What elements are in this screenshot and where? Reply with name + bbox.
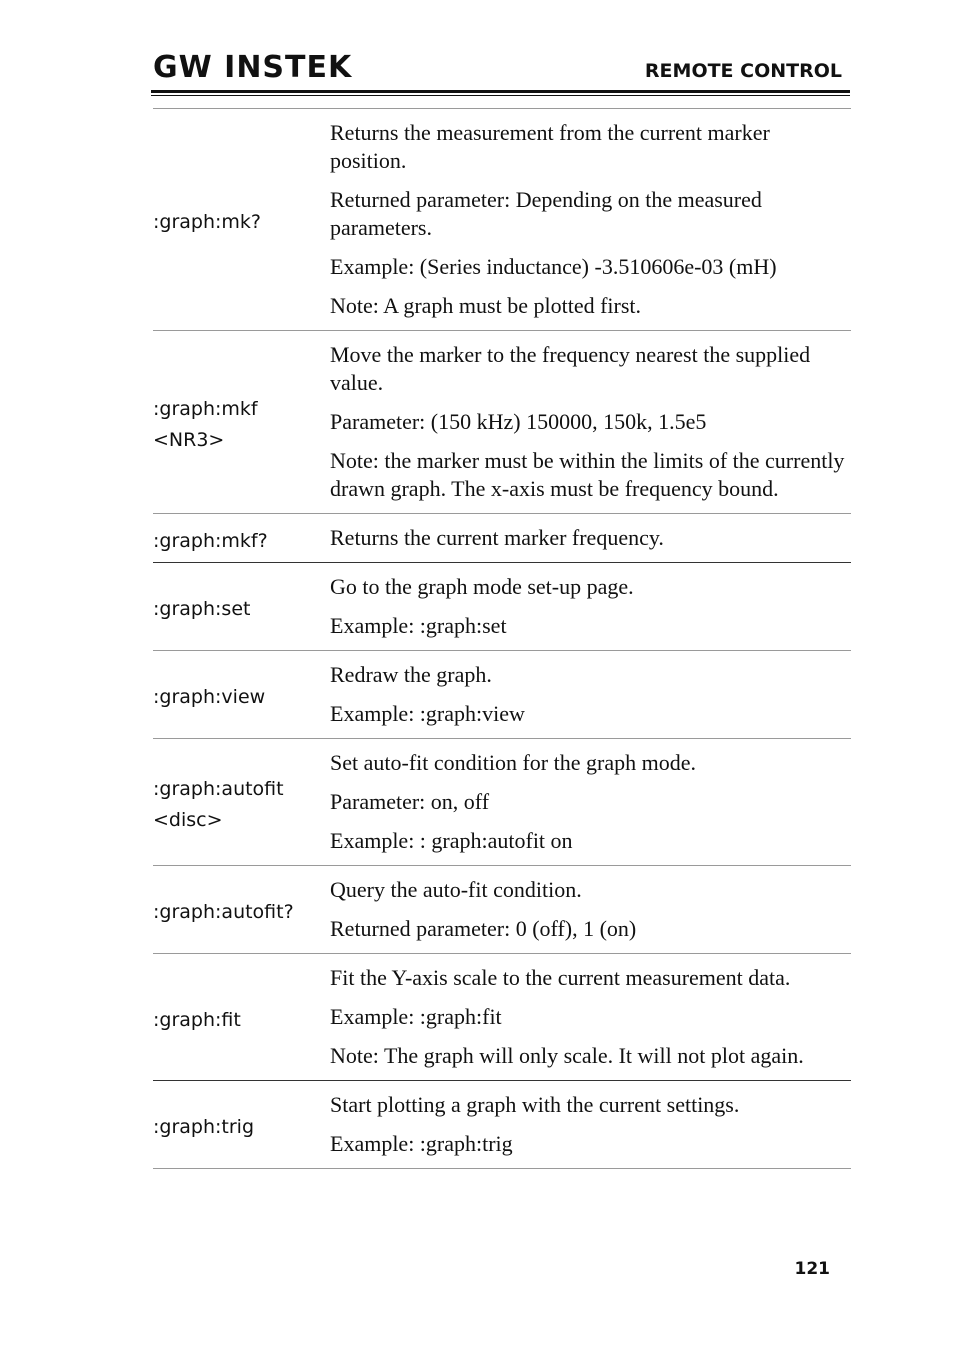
command-description [330, 876, 851, 949]
description-line: Move the marker to the frequency nearest the supplied value. [330, 342, 811, 395]
table-row [153, 866, 851, 954]
command-description [330, 119, 851, 326]
command-name: :graph:autofit? [153, 901, 294, 923]
description-line: Query the auto-fit condition. [330, 877, 582, 902]
table-row [153, 651, 851, 739]
command-name: :graph:fit [153, 1008, 241, 1031]
command-name: :graph:mkf? [153, 529, 268, 552]
command-description [330, 964, 851, 1076]
command-description [330, 341, 851, 509]
description-line: Parameter: on, off [330, 789, 490, 814]
command-description [330, 524, 851, 558]
description-line: Note: The graph will only scale. It will not plot again. [330, 1043, 804, 1068]
command-description [330, 749, 851, 861]
description-line: Returned parameter: 0 (off), 1 (on) [330, 916, 637, 941]
description-line: Example: :graph:fit [330, 1004, 502, 1029]
command-name: :graph:view [153, 686, 266, 708]
description-line: Example: :graph:trig [330, 1131, 513, 1156]
description-line: Returns the measurement from the current marker position. [330, 120, 770, 173]
description-line: Returns the current marker frequency. [330, 525, 664, 550]
description-line: Example: (Series inductance) -3.510606e-03 (mH) [330, 254, 777, 279]
description-line: Redraw the graph. [330, 662, 492, 687]
description-line: Start plotting a graph with the current settings. [330, 1092, 740, 1117]
description-line: Example: : graph:autofit on [330, 828, 573, 853]
command-name: :graph:trig [153, 1116, 255, 1138]
command-name: :graph:set [153, 598, 251, 620]
page-number: 121 [794, 1259, 830, 1279]
command-description [330, 1091, 851, 1164]
command-name: :graph:mkf <NR3> [153, 398, 258, 451]
table-row [153, 331, 851, 514]
description-line: Note: the marker must be within the limits of the currently drawn graph. The x-axis must be frequency bound. [330, 448, 845, 501]
description-line: Fit the Y-axis scale to the current measurement data. [330, 965, 791, 990]
command-table [153, 108, 851, 1169]
header-rule [151, 90, 850, 93]
description-line: Go to the graph mode set-up page. [330, 574, 634, 599]
description-line: Parameter: (150 kHz) 150000, 150k, 1.5e5 [330, 409, 707, 434]
description-line: Returned parameter: Depending on the measured parameters. [330, 187, 762, 240]
description-line: Example: :graph:view [330, 701, 525, 726]
table-row [153, 109, 851, 331]
table-row [153, 1081, 851, 1169]
command-name: :graph:mk? [153, 211, 262, 233]
table-row [153, 739, 851, 866]
command-description [330, 661, 851, 734]
command-name: :graph:autofit <disc> [153, 778, 284, 831]
command-description [330, 573, 851, 646]
description-line: Set auto-fit condition for the graph mode. [330, 750, 696, 775]
description-line: Note: A graph must be plotted first. [330, 293, 642, 318]
table-row [153, 954, 851, 1081]
table-row [153, 514, 851, 563]
section-title: REMOTE CONTROL [644, 60, 842, 82]
table-row [153, 563, 851, 651]
brand-logo: GW INSTEK [153, 50, 353, 85]
header-rule-thin [151, 95, 850, 96]
description-line: Example: :graph:set [330, 613, 507, 638]
